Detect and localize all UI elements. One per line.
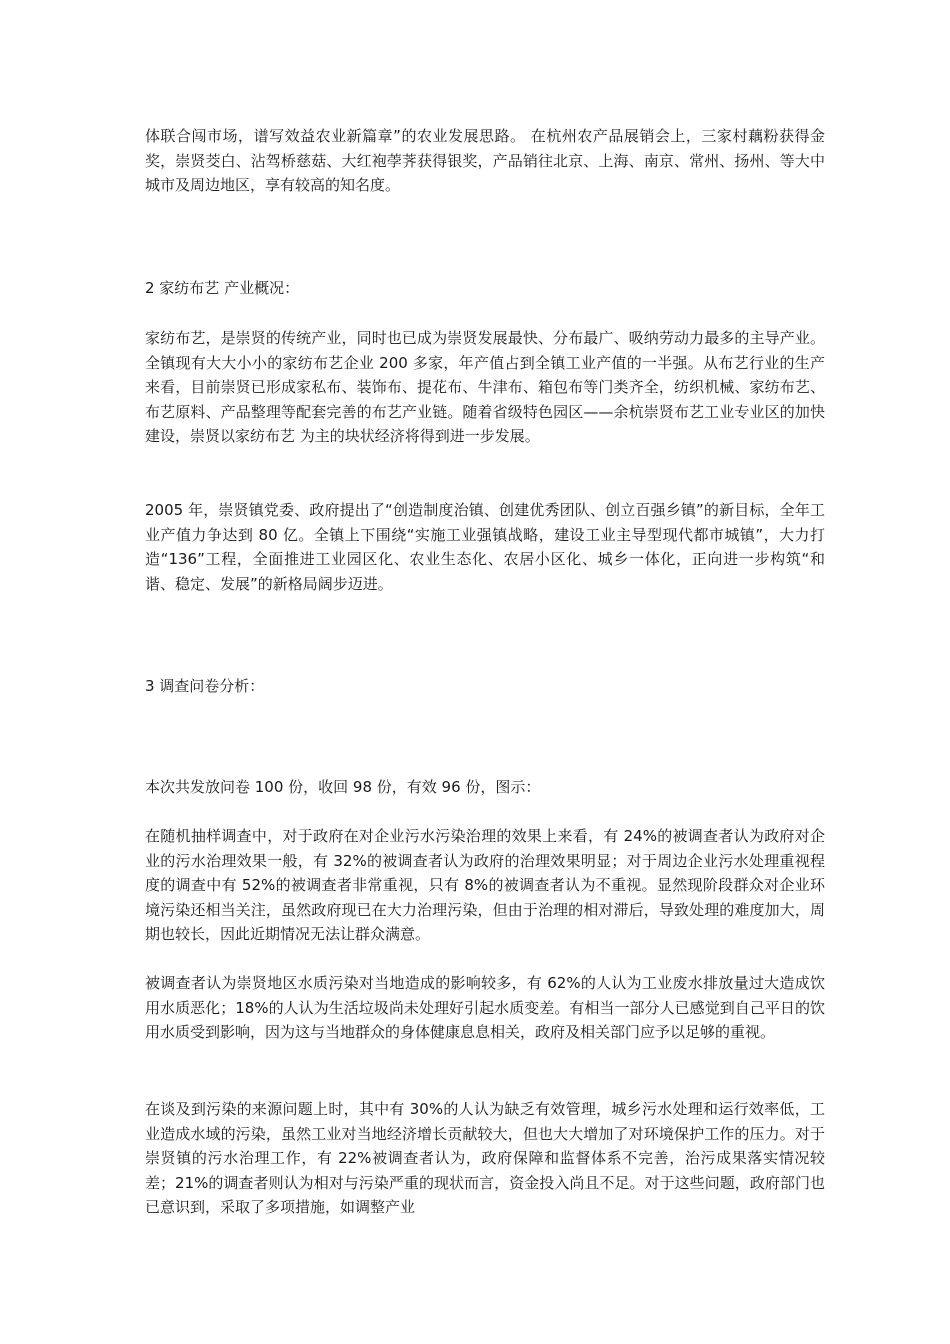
paragraph-water-quality: 被调查者认为崇贤地区水质污染对当地造成的影响较多，有 62%的人认为工业废水排放量过大造成饮用水质恶化；18%的人认为生活垃圾尚未处理好引起水质变差。有相当一部分人已感觉到自己平日的饮用水质受到影响，因为这与当地群众的身体健康息息相关，政府及相关部门应予以足够的重视。 — [145, 974, 825, 1041]
section-heading-textile: 2 家纺布艺 产业概况： — [145, 279, 300, 297]
paragraph-survey-count: 本次共发放问卷 100 份，收回 98 份，有效 96 份，图示： — [145, 778, 541, 796]
paragraph-pollution-sources: 在谈及到污染的来源问题上时，其中有 30%的人认为缺乏有效管理，城乡污水处理和运行效率低，工业造成水域的污染，虽然工业对当地经济增长贡献较大，但也大大增加了对环境保护工作的压力。对于崇贤镇的污水治理工作，有 22%被调查者认为，政府保障和监督体系不完善，治污成果落实情况较差；21%的调查者则认为相对与污染严重的现状而言，资金投入尚且不足。对于这些问题，政府部门也已意识到，采取了多项措施，如调整产业 — [145, 1100, 825, 1216]
paragraph-survey-governance: 在随机抽样调查中，对于政府在对企业污水污染治理的效果上来看，有 24%的被调查者认为政府对企业的污水治理效果一般，有 32%的被调查者认为政府的治理效果明显；对于周边企业污水处理重视程度的调查中有 52%的被调查者非常重视，只有 8%的被调查者认为不重视。显然现阶段群众对企业环境污染还相当关注，虽然政府现已在大力治理污染，但由于治理的相对滞后，导致处理的难度加大，周期也较长，因此近期情况无法让群众满意。 — [145, 827, 825, 943]
paragraph-2005-goals: 2005 年，崇贤镇党委、政府提出了“创造制度治镇、创建优秀团队、创立百强乡镇”的新目标，全年工业产值力争达到 80 亿。全镇上下围绕“实施工业强镇战略，建设工业主导型现代都市城镇”，大力打造“136”工程，全面推进工业园区化、农业生态化、农居小区化、城乡一体化，正向进一步构筑“和谐、稳定、发展”的新格局阔步迈进。 — [145, 501, 825, 593]
paragraph-textile-overview: 家纺布艺，是崇贤的传统产业，同时也已成为崇贤发展最快、分布最广、吸纳劳动力最多的主导产业。全镇现有大大小小的家纺布艺企业 200 多家，年产值占到全镇工业产值的一半强。从布艺行业的生产来看，目前崇贤已形成家私布、装饰布、提花布、牛津布、箱包布等门类齐全，纺织机械、家纺布艺、布艺原料、产品整理等配套完善的布艺产业链。随着省级特色园区——余杭崇贤布艺工业专业区的加快建设，崇贤以家纺布艺 为主的块状经济将得到进一步发展。 — [145, 329, 825, 445]
paragraph-agriculture: 体联合闯市场，谱写效益农业新篇章”的农业发展思路。 在杭州农产品展销会上，三家村藕粉获得金奖，崇贤茭白、沾驾桥慈菇、大红袍荸荠获得银奖，产品销往北京、上海、南京、常州、扬州、等大中城市及周边地区，享有较高的知名度。 — [145, 127, 825, 194]
section-heading-survey: 3 调查问卷分析： — [145, 677, 265, 695]
